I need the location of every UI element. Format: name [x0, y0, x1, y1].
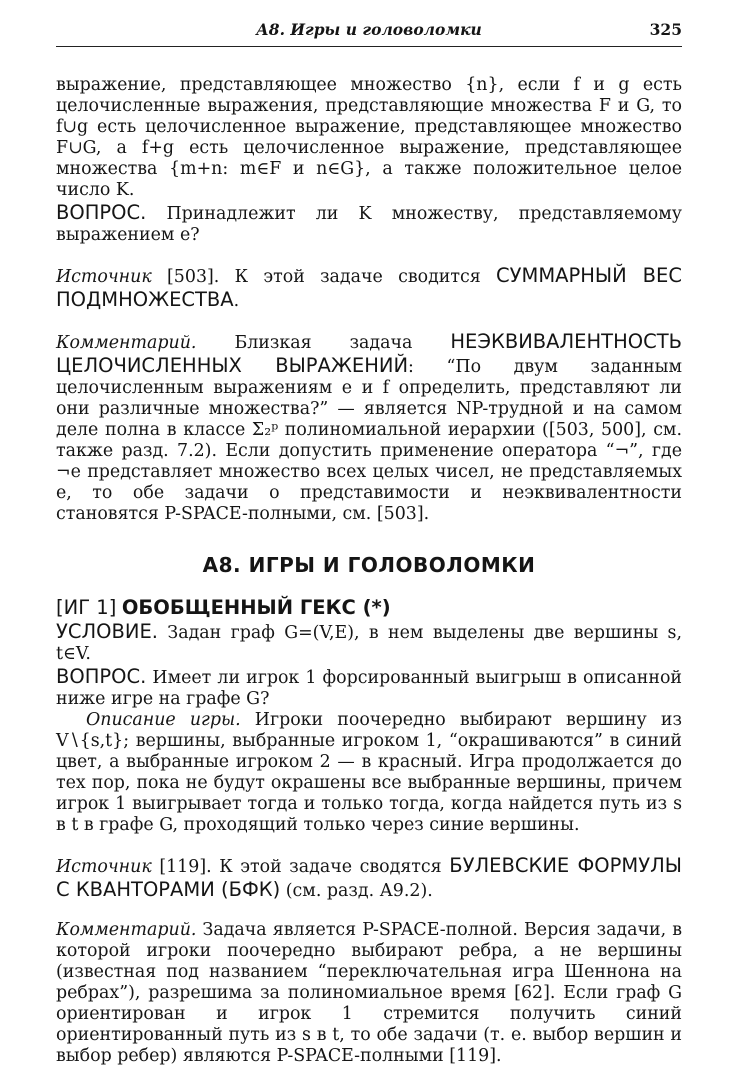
source-label-1: Источник	[56, 267, 152, 287]
section-heading: А8. ИГРЫ И ГОЛОВОЛОМКИ	[202, 553, 536, 577]
source-paragraph-1	[56, 264, 682, 312]
page-number: 325	[649, 20, 682, 39]
problem-name: ОБОБЩЕННЫЙ ГЕКС (*)	[121, 596, 391, 619]
book-page	[56, 16, 682, 1067]
source-problem-2: БУЛЕВСКИЕ ФОРМУЛЫ С КВАНТОРАМИ (БФК)	[56, 854, 682, 901]
comment-text-1b: : “По двум заданным целочисленным выражениям e и f определить, представляют ли они различные множества?” — является NP-трудной и на самом деле полна в классе Σ₂ᵖ полиномиальной иерархии ([503, 500], см. также разд. 7.2). Если допустить применение оператора “¬”, где ¬e представляет множество всех целых чисел, не представляемых e, то обе задачи о представимости и неэквивалентности становятся P-SPACE-полными, см. [503].	[56, 357, 682, 524]
comment-text-2: Задача является P-SPACE-полной. Версия задачи, в которой игроки поочередно выбирают ребра, а не вершины (известная под названием “переключательная игра Шеннона на ребрах”), разрешима за полиномиальное время [62]. Если граф G ориентирован и игрок 1 стремится получить синий ориентированный путь из s в t, то обе задачи (т. е. выбор вершин и выбор ребер) являются P-SPACE-полными [119].	[56, 920, 682, 1066]
comment-label-2: Комментарий.	[56, 920, 197, 940]
intro-text: выражение, представляющее множество {n}, если f и g есть целочисленные выражения, представляющие множества F и G, то f∪g есть целочисленное выражение, представляющее множество F∪G, а f+g есть целочисленное выражение, представляющее множества {m+n: m∈F и n∈G}, а также положительное целое число K.	[56, 75, 682, 200]
game-description	[56, 710, 682, 836]
game-description-label: Описание игры.	[86, 710, 241, 730]
source-text-2b: (см. разд. А9.2).	[280, 881, 433, 901]
comment-label-1: Комментарий.	[56, 333, 197, 353]
source-text-1b: .	[233, 291, 240, 311]
question-label: ВОПРОС.	[56, 201, 147, 224]
page-body	[56, 75, 682, 1067]
source-text-1a: [503]. К этой задаче сводится	[151, 267, 497, 287]
question-text: Принадлежит ли K множеству, представляемому выражением e?	[56, 204, 682, 245]
comment-paragraph-1	[56, 330, 682, 525]
comment-text-1a: Близкая задача	[196, 333, 451, 353]
source-text-2a: [119]. К этой задаче сводятся	[151, 857, 450, 877]
condition-text: Задан граф G=(V,E), в нем выделены две вершины s, t∈V.	[56, 623, 682, 664]
running-title: А8. Игры и головоломки	[256, 20, 482, 39]
intro-paragraph	[56, 75, 682, 246]
game-description-text: Игроки поочередно выбирают вершину из V∖{s,t}; вершины, выбранные игроком 1, “окрашиваются” в синий цвет, а выбранные игроком 2 — в красный. Игра продолжается до тех пор, пока не будут окрашены все выбранные вершины, причем игрок 1 выигрывает тогда и только тогда, когда найдется путь из s в t в графе G, проходящий только через синие вершины.	[56, 710, 682, 835]
condition-label: УСЛОВИЕ.	[56, 620, 158, 643]
comment-problem-1: НЕЭКВИВАЛЕНТНОСТЬ ЦЕЛОЧИСЛЕННЫХ ВЫРАЖЕНИЙ	[56, 330, 682, 377]
source-label-2: Источник	[56, 857, 152, 877]
comment-paragraph-2	[56, 920, 682, 1067]
problem-id: [ИГ 1]	[56, 596, 117, 619]
problem-question-text: Имеет ли игрок 1 форсированный выигрыш в описанной ниже игре на графе G?	[56, 668, 682, 709]
running-header	[56, 16, 682, 47]
source-problem-1: СУММАРНЫЙ ВЕС ПОДМНОЖЕСТВА	[56, 264, 682, 311]
problem-question-label: ВОПРОС.	[56, 665, 147, 688]
problem-block	[56, 596, 682, 710]
source-paragraph-2	[56, 854, 682, 902]
